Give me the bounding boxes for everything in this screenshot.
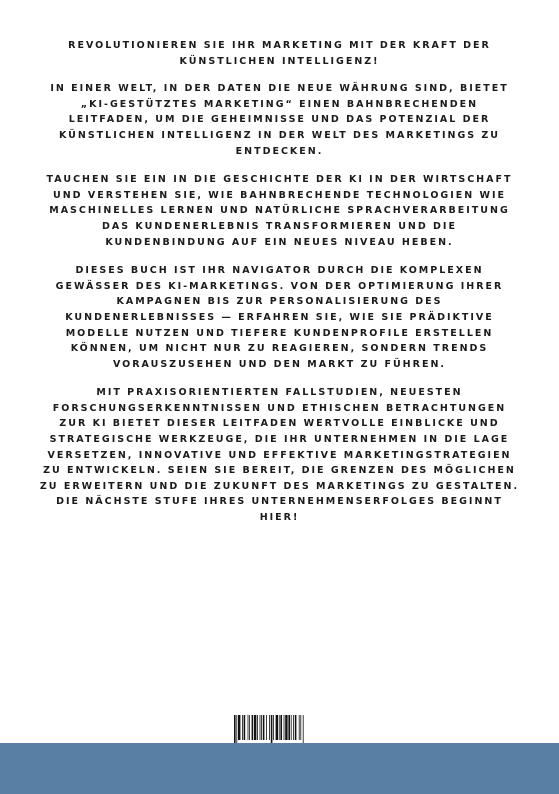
barcode-bar	[291, 715, 292, 740]
barcode-bar	[261, 715, 262, 740]
barcode-bar	[254, 715, 256, 740]
barcode-bars	[234, 715, 326, 743]
barcode-bar	[269, 715, 270, 740]
barcode-bar	[238, 715, 240, 740]
barcode-bar	[252, 715, 254, 740]
closing-paragraph: MIT PRAXISORIENTIERTEN FALLSTUDIEN, NEUESTEN FORSCHUNGSERKENNTNISSEN UND ETHISCHEN BETRACHTUNGEN ZUR KI BIETET DIESER LEITFADEN WERTVOLLE EINBLICKE UND STRATEGISCHE WERKZEUGE, DIE IHR UNTERNEHMEN IN DIE LAGE VERSETZEN, INNOVATIVE UND EFFEKTIVE MARKETINGSTRATEGIEN ZU ENTWICKELN. SEIEN SIE BEREIT, DIE GRENZEN DES MÖGLICHEN ZU ERWEITERN UND DIE ZUKUNFT DES MARKETINGS ZU GESTALTEN. DIE NÄCHSTE STUFE IHRES UNTERNEHMENSERFOLGES BEGINNT HIER!	[39, 387, 520, 524]
barcode-bar	[284, 715, 285, 740]
navigator-paragraph: DIESES BUCH IST IHR NAVIGATOR DURCH DIE KOMPLEXEN GEWÄSSER DES KI-MARKETINGS. VON DER OPTIMIERUNG IHRER KAMPAGNEN BIS ZUR PERSONALISIERUNG DES KUNDENERLEBNISSES — ERFAHREN SIE, WIE SIE PRÄDIKTIVE MODELLE NUTZEN UND TIEFERE KUNDENPROFILE ERSTELLEN KÖNNEN, UM NICHT NUR ZU REAGIEREN, SONDERN TRENDS VORAUSZUSEHEN UND DEN MARKT ZU FÜHREN.	[55, 265, 504, 370]
barcode-bar	[303, 715, 304, 743]
barcode-bar	[234, 715, 236, 743]
barcode-bar	[288, 715, 290, 740]
barcode-bar	[263, 715, 265, 740]
barcode-bar	[299, 715, 300, 740]
barcode-bar	[242, 715, 243, 740]
barcode-bar	[260, 715, 261, 740]
barcode-bar	[293, 715, 294, 740]
barcode-bar	[257, 715, 258, 740]
barcode-bar	[249, 715, 250, 740]
barcode-bar	[248, 715, 249, 740]
barcode-bar	[285, 715, 287, 740]
barcode-bar	[273, 715, 274, 740]
barcode-bar	[300, 715, 301, 740]
intro-paragraph: IN EINER WELT, IN DER DATEN DIE NEUE WÄHRUNG SIND, BIETET „KI-GESTÜTZTES MARKETING“ EINEN BAHNBRECHENDEN LEITFADEN, UM DIE GEHEIMNISSE UND DAS POTENZIAL DER KÜNSTLICHEN INTELLIGENZ IN DER WELT DES MARKETINGS ZU ENTDECKEN.	[50, 83, 509, 157]
barcode-bar	[244, 715, 246, 740]
headline-paragraph: REVOLUTIONIEREN SIE IHR MARKETING MIT DER KRAFT DER KÜNSTLICHEN INTELLIGENZ!	[68, 40, 491, 67]
barcode-bar	[266, 715, 267, 740]
barcode-bar	[295, 715, 297, 740]
barcode-bar	[280, 715, 282, 740]
history-paragraph: TAUCHEN SIE EIN IN DIE GESCHICHTE DER KI IN DER WIRTSCHAFT UND VERSTEHEN SIE, WIE BAHNBRECHENDE TECHNOLOGIEN WIE MASCHINELLES LERNEN UND NATÜRLICHE SPRACHVERARBEITUNG DAS KUNDENERLEBNIS TRANSFORMIEREN UND DIE KUNDENBINDUNG AUF EIN NEUES NIVEAU HEBEN.	[46, 174, 513, 248]
barcode-bar	[279, 715, 280, 740]
barcode-bar	[276, 715, 278, 740]
barcode-bar	[236, 715, 237, 743]
back-cover-text	[0, 38, 559, 539]
bottom-color-band	[0, 743, 559, 794]
barcode-bar	[271, 715, 273, 743]
